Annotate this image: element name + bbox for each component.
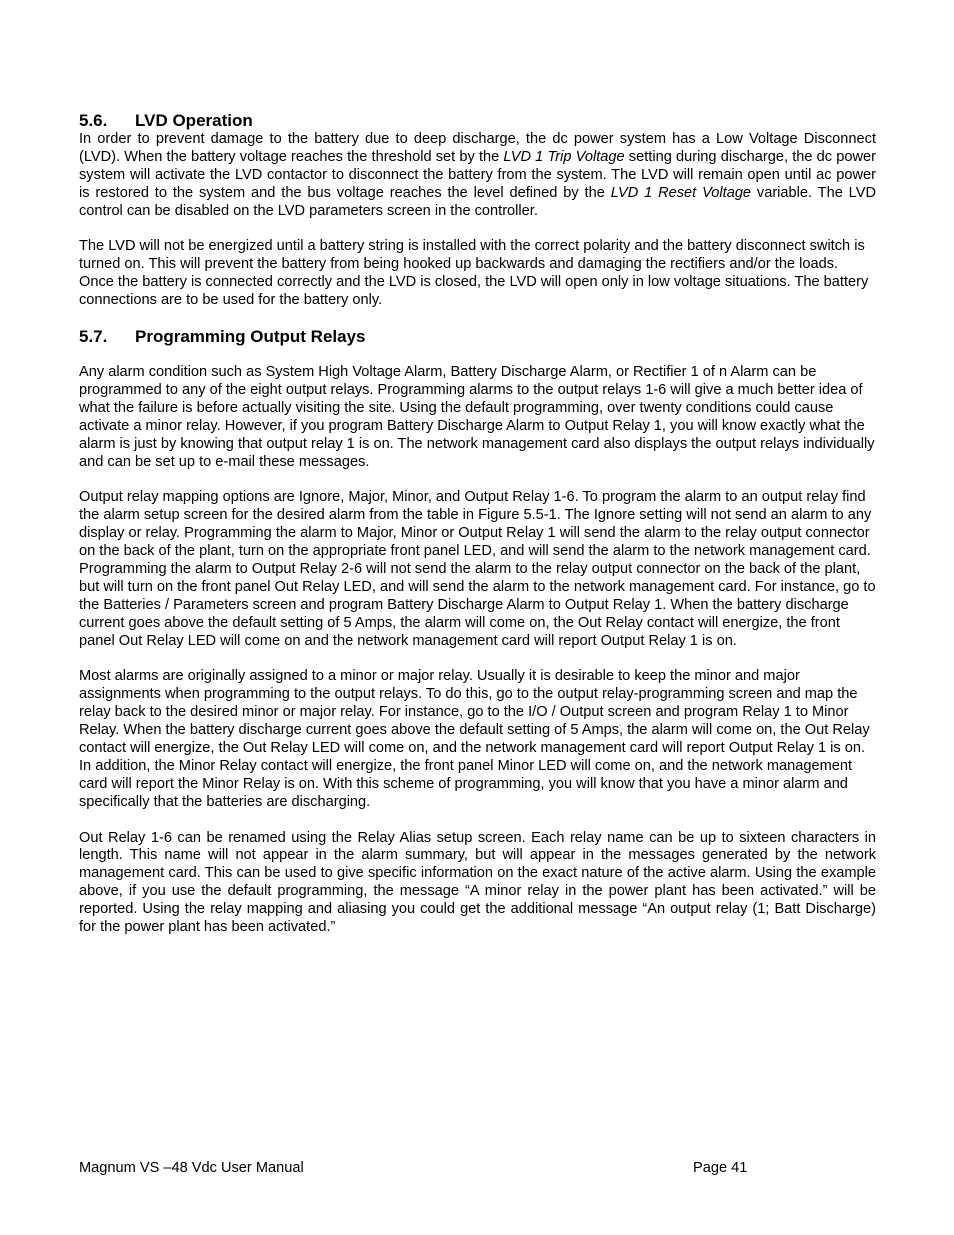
section-title: Programming Output Relays bbox=[135, 327, 366, 347]
text-run: In order to prevent damage to the battery due to deep discharge, the dc power system has a Low Voltage Disconnect (LVD). When the battery voltage reaches the threshold set by the bbox=[79, 131, 876, 165]
spacer bbox=[79, 471, 876, 489]
variable-name-trip-voltage: LVD 1 Trip Voltage bbox=[503, 148, 625, 165]
paragraph-lvd-energized: The LVD will not be energized until a battery string is installed with the correct polarity and the battery disconnect switch is turned on. This will prevent the battery from being hooked up backwards and damaging the rectifiers and/or the loads. Once the battery is connected correctly and the LVD is closed, the LVD will open only in low voltage situations. The battery connections are to be used for the battery only. bbox=[79, 238, 869, 309]
footer-manual-title: Magnum VS –48 Vdc User Manual bbox=[79, 1160, 304, 1176]
paragraph-relay-alias: Out Relay 1-6 can be renamed using the Relay Alias setup screen. Each relay name can be up to sixteen characters in length. This name will not appear in the alarm summary, but will appear in the messages generated by the network management card. This can be used to give specific information on the exact nature of the active alarm. Using the example above, if you use the default programming, the message “A minor relay in the power plant has been activated.” will be reported. Using the relay mapping and aliasing you could get the additional message “An output relay (1; Batt Discharge) for the power plant has been activated.” bbox=[79, 829, 876, 936]
section-heading-programming-output-relays bbox=[79, 327, 876, 347]
variable-name-reset-voltage: LVD 1 Reset Voltage bbox=[610, 184, 752, 201]
paragraph-alarm-condition: Any alarm condition such as System High Voltage Alarm, Battery Discharge Alarm, or Rectifier 1 of n Alarm can be programmed to any of the eight output relays. Programming alarms to the output relays 1-6 will give a much better idea of what the failure is before actually visiting the site. Using the default programming, over twenty conditions could cause activate a minor relay. However, if you program Battery Discharge Alarm to Output Relay 1, you will know exactly what the alarm is just by knowing that output relay 1 is on. The network management card also displays the output relays individually and can be set up to e-mail these messages. bbox=[79, 364, 875, 470]
section-title: LVD Operation bbox=[135, 111, 253, 130]
paragraph-minor-major-assignments: Most alarms are originally assigned to a minor or major relay. Usually it is desirable to keep the minor and major assignments when programming to the output relays. To do this, go to the output relay-programming screen and map the relay back to the desired minor or major relay. For instance, go to the I/O / Output screen and program Relay 1 to Minor Relay. When the battery discharge current goes above the default setting of 5 Amps, the alarm will come on, the Out Relay contact will energize, the Out Relay LED will come on, and the network management card will report Output Relay 1 is on. In addition, the Minor Relay contact will energize, the front panel Minor LED will come on, and the network management card will report the Minor Relay is on. With this scheme of programming, you will know that you have a minor alarm and specifically that the batteries are discharging. bbox=[79, 668, 870, 810]
text-run: variable. The LVD control can be disabled on the LVD parameters screen in the controller. bbox=[79, 184, 876, 219]
text-run: setting during discharge, the dc power system will activate the LVD contactor to disconnect the battery from the system. The LVD will remain open until ac power is restored to the system and the bus voltage reaches the level defined by the bbox=[79, 148, 876, 201]
spacer bbox=[79, 221, 876, 239]
footer-page-number: Page 41 bbox=[693, 1160, 748, 1176]
document-page bbox=[79, 111, 876, 937]
section-heading-lvd-operation bbox=[79, 111, 876, 131]
paragraph-relay-mapping-options: Output relay mapping options are Ignore, Major, Minor, and Output Relay 1-6. To program the alarm to an output relay find the alarm setup screen for the desired alarm from the table in Figure 5.5-1. The Ignore setting will not send an alarm to any display or relay. Programming the alarm to Major, Minor or Output Relay 1 will send the alarm to the relay output connector on the back of the plant, turn on the appropriate front panel LED, and will send the alarm to the network management card. Programming the alarm to Output Relay 2-6 will not send the alarm to the relay output connector on the back of the plant, but will turn on the front panel Out Relay LED, and will send the alarm to the network management card. For instance, go to the Batteries / Parameters screen and program Battery Discharge Alarm to Output Relay 1. When the battery discharge current goes above the default setting of 5 Amps, the alarm will come on, the Out Relay contact will energize, the front panel Out Relay LED will come on and the network management card will report Output Relay 1 is on. bbox=[79, 489, 876, 649]
section-number: 5.6. bbox=[79, 111, 108, 130]
spacer bbox=[79, 651, 876, 669]
spacer bbox=[79, 812, 876, 830]
section-number: 5.7. bbox=[79, 327, 108, 347]
paragraph-lvd-intro bbox=[79, 131, 876, 221]
